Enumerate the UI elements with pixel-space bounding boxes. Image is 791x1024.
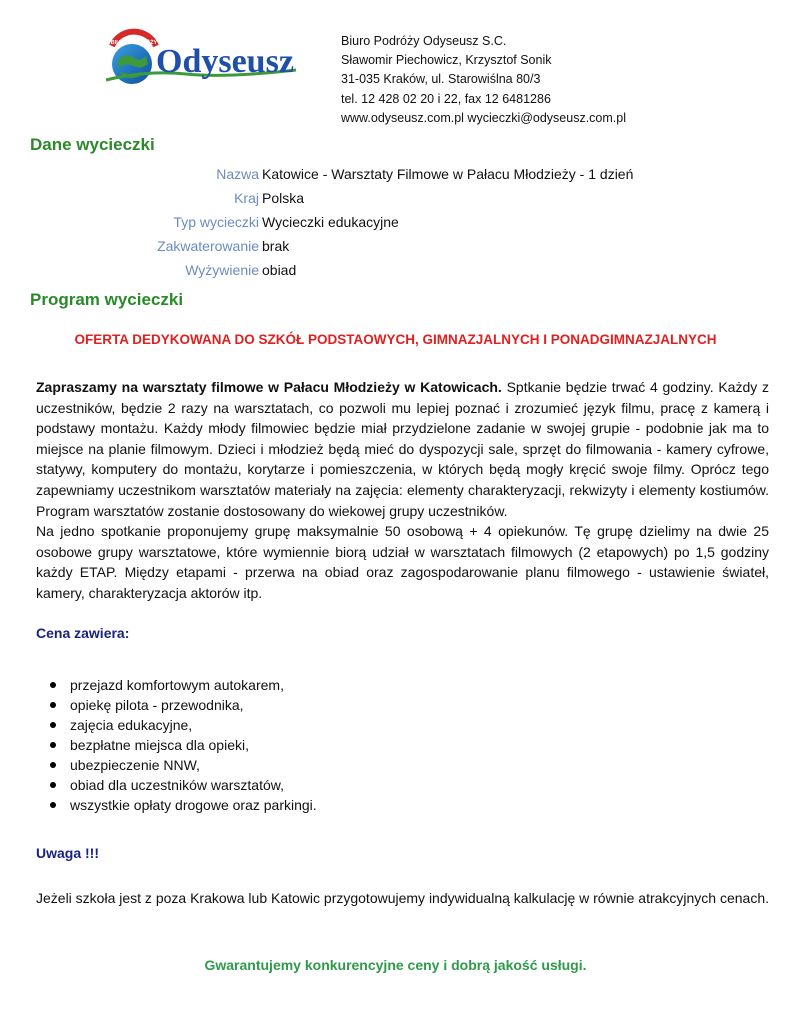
bullet-icon xyxy=(50,762,56,768)
detail-label: Zakwaterowanie xyxy=(157,238,259,254)
detail-value: Katowice - Warsztaty Filmowe w Pałacu Młodzieży - 1 dzień xyxy=(262,166,634,182)
price-includes-list xyxy=(36,675,317,815)
company-info xyxy=(341,32,626,128)
bullet-icon xyxy=(50,742,56,748)
bullet-icon xyxy=(50,782,56,788)
company-address: 31-035 Kraków, ul. Starowiślna 80/3 xyxy=(341,72,541,87)
guarantee-text: Gwarantujemy konkurencyjne ceny i dobrą jakość usługi. xyxy=(204,957,587,973)
detail-value: brak xyxy=(262,238,290,254)
detail-label: Typ wycieczki xyxy=(173,214,259,230)
detail-value: Wycieczki edukacyjne xyxy=(262,214,399,230)
list-item: ubezpieczenie NNW, xyxy=(36,755,317,775)
list-item: przejazd komfortowym autokarem, xyxy=(36,675,317,695)
list-item: zajęcia edukacyjne, xyxy=(36,715,317,735)
company-name: Biuro Podróży Odyseusz S.C. xyxy=(341,34,507,48)
program-heading: Program wycieczki xyxy=(30,290,184,309)
bullet-icon xyxy=(50,682,56,688)
bullet-icon xyxy=(50,802,56,808)
bullet-icon xyxy=(50,702,56,708)
trip-details-heading: Dane wycieczki xyxy=(30,135,155,154)
company-phone: tel. 12 428 02 20 i 22, fax 12 6481286 xyxy=(341,91,551,106)
svg-text:BIURO PODRÓŻY: BIURO PODRÓŻY xyxy=(110,40,158,46)
price-includes-heading: Cena zawiera: xyxy=(36,625,130,641)
list-item: bezpłatne miejsca dla opieki, xyxy=(36,735,317,755)
detail-label: Nazwa xyxy=(216,166,259,182)
detail-value: obiad xyxy=(262,262,297,278)
list-item: obiad dla uczestników warsztatów, xyxy=(36,775,317,795)
company-web-email[interactable]: www.odyseusz.com.pl wycieczki@odyseusz.com.pl xyxy=(341,110,627,125)
program-schedule: Na jedno spotkanie proponujemy grupę maksymalnie 50 osobową + 4 opiekunów. Tę grupę dzielimy na dwie 25 osobowe grupy warsztatowe, które wymiennie biorą udział w warsztatach filmowych (2 etapowych) po 1,5 godziny każdy ETAP. Między etapami - przerwa na obiad oraz zagospodarowanie planu filmowego - ustawienie świateł, kamery, charakteryzacja aktorów itp. xyxy=(36,523,769,601)
svg-text:Odyseusz: Odyseusz xyxy=(156,43,294,80)
intro-text: Sptkanie będzie trwać 4 godziny. Każdy z uczestników, będzie 2 razy na warsztatach, co pozwoli mu lepiej poznać i zrozumieć język filmu, pracę z kamerą i podstawy montażu. Każdy młody filmowiec będzie miał przydzielone zadanie w swojej grupie - podobnie jak ma to miejsce na planie filmowym. Dzieci i młodzież będą mieć do dyspozycji sale, sprzęt do filmowania - kamery cyfrowe, statywy, komputery do montażu, korytarze i pomieszczenia, w których będą mogły kręcić swoje filmy. Oprócz tego zapewniamy uczestnikom warsztatów materiały na zajęcia: elementy charakteryzacji, rekwizyty i elementy kostiumów. Program warsztatów zostanie dostosowany do wiekowej grupy uczestników. xyxy=(36,379,769,519)
company-logo xyxy=(100,24,310,102)
detail-value: Polska xyxy=(262,190,305,206)
list-item: opiekę pilota - przewodnika, xyxy=(36,695,317,715)
note-heading: Uwaga !!! xyxy=(36,845,99,861)
offer-banner: OFERTA DEDYKOWANA DO SZKÓŁ PODSTAOWYCH, GIMNAZJALNYCH I PONADGIMNAZJALNYCH xyxy=(74,332,717,347)
program-intro xyxy=(36,377,769,521)
detail-label: Kraj xyxy=(234,190,259,206)
company-owners: Sławomir Piechowicz, Krzysztof Sonik xyxy=(341,53,552,68)
list-item: wszystkie opłaty drogowe oraz parkingi. xyxy=(36,795,317,815)
bullet-icon xyxy=(50,722,56,728)
detail-label: Wyżywienie xyxy=(185,262,259,278)
intro-bold: Zapraszamy na warsztaty filmowe w Pałacu Młodzieży w Katowicach. xyxy=(36,379,502,395)
note-text: Jeżeli szkoła jest z poza Krakowa lub Katowic przygotowujemy indywidualną kalkulację w równie atrakcyjnych cenach. xyxy=(36,890,770,906)
